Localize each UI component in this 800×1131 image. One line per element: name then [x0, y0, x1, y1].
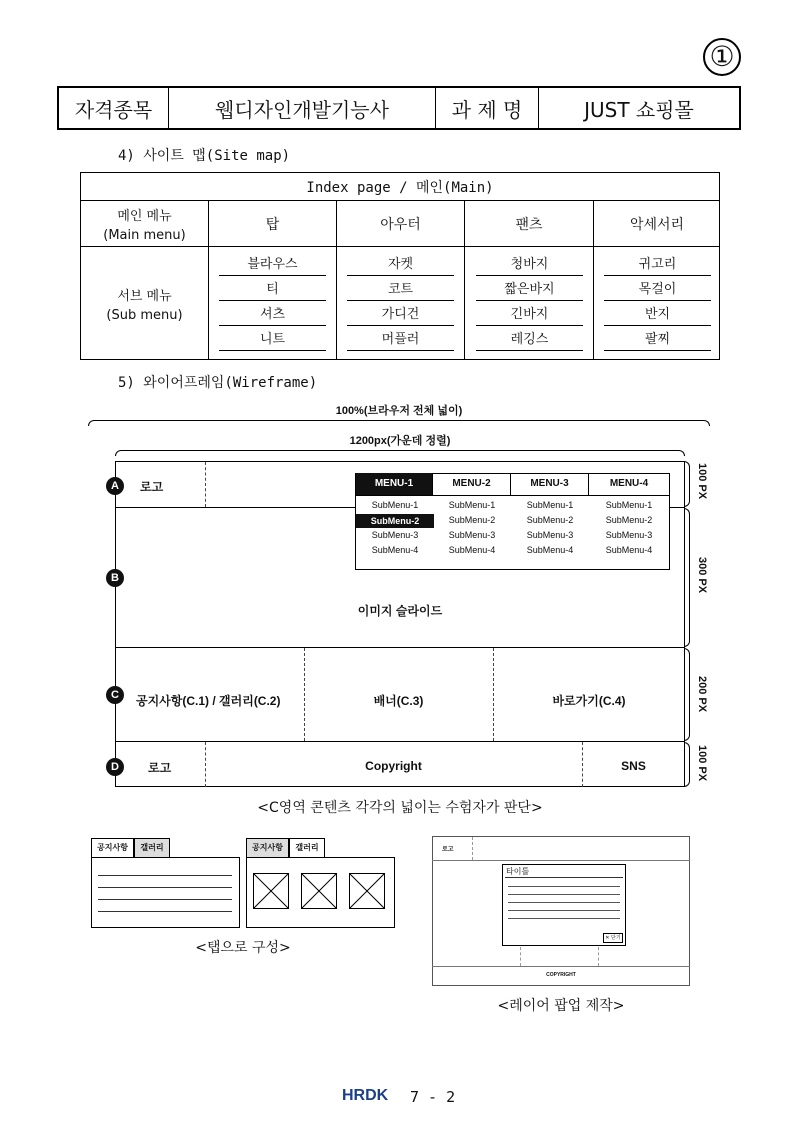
- divider: [355, 495, 670, 496]
- tabs-caption: <탭으로 구성>: [195, 940, 291, 956]
- submenu-item: 머플러: [347, 330, 454, 351]
- list-line: [98, 875, 232, 876]
- footer-logo: 로고: [148, 761, 172, 775]
- sub-menu-label-ko: 서브 메뉴: [117, 288, 172, 304]
- submenu-item: 짧은바지: [476, 280, 583, 301]
- menu-top: 탑: [208, 201, 336, 246]
- menu-pants: 팬츠: [464, 201, 593, 246]
- height-brace: [684, 742, 690, 787]
- shortcut-area: 바로가기(C.4): [552, 694, 626, 708]
- hrdk-logo: HRDK: [342, 1087, 389, 1104]
- submenu-item: 목걸이: [604, 280, 711, 301]
- submenu-item: 자켓: [347, 255, 454, 276]
- submenu-link[interactable]: SubMenu-2: [526, 515, 574, 525]
- list-line: [98, 899, 232, 900]
- submenu-item: 팔찌: [604, 330, 711, 351]
- list-line: [98, 911, 232, 912]
- header-table: [57, 86, 741, 130]
- popup-copyright: COPYRIGHT: [546, 972, 576, 978]
- height-label: 100 PX: [696, 463, 708, 500]
- list-line: [508, 894, 620, 895]
- popup-close-button[interactable]: ✕ 닫기: [603, 933, 623, 943]
- submenu-item: 티: [219, 280, 326, 301]
- tab-notice[interactable]: 공지사항: [246, 838, 289, 858]
- divider: [115, 647, 685, 648]
- image-placeholder-icon: [301, 873, 337, 909]
- submenu-item: 귀고리: [604, 255, 711, 276]
- badge-c: C: [106, 686, 124, 704]
- sub-menu-label-en: (Sub menu): [106, 307, 183, 323]
- header-value-title: JUST 쇼핑몰: [584, 97, 694, 122]
- divider: [472, 837, 473, 860]
- divider: [205, 462, 206, 507]
- center-width-brace: [115, 450, 685, 456]
- sub-menu-label: [81, 247, 208, 360]
- menu-accessory: 악세서리: [593, 201, 720, 246]
- submenu-link[interactable]: SubMenu-2: [448, 515, 496, 525]
- menu-outer: 아우터: [336, 201, 464, 246]
- menu-3[interactable]: MENU-3: [511, 473, 589, 495]
- submenu-item: 셔츠: [219, 305, 326, 326]
- tab-panel-notice: [91, 857, 240, 928]
- header-value-category: 웹디자인개발기능사: [169, 88, 436, 128]
- menu-4[interactable]: MENU-4: [609, 478, 649, 489]
- submenu-link[interactable]: SubMenu-4: [371, 545, 419, 555]
- submenu-link[interactable]: SubMenu-3: [526, 530, 574, 540]
- submenu-item: 가디건: [347, 305, 454, 326]
- page-number: 7 - 2: [410, 1088, 456, 1106]
- image-placeholder-icon: [253, 873, 289, 909]
- full-width-brace: [88, 420, 710, 426]
- header-label-title: 과 제 명: [436, 88, 539, 128]
- badge-d: D: [106, 758, 124, 776]
- height-brace: [684, 648, 690, 741]
- list-line: [508, 910, 620, 911]
- height-label: 100 PX: [696, 745, 708, 782]
- submenu-link[interactable]: SubMenu-1: [448, 500, 496, 510]
- badge-b: B: [106, 569, 124, 587]
- logo-area: 로고: [140, 480, 164, 494]
- copyright-area: Copyright: [365, 759, 422, 773]
- submenu-link[interactable]: SubMenu-3: [448, 530, 496, 540]
- submenu-link[interactable]: SubMenu-3: [605, 530, 653, 540]
- submenu-link[interactable]: SubMenu-4: [605, 545, 653, 555]
- sitemap-main-row: [81, 201, 719, 247]
- center-width-label: 1200px(가운데 정렬): [349, 435, 451, 447]
- banner-area: 배너(C.3): [373, 694, 424, 708]
- submenu-link[interactable]: SubMenu-2: [605, 515, 653, 525]
- popup-caption: <레이어 팝업 제작>: [497, 998, 625, 1014]
- sitemap-heading: 4) 사이트 맵(Site map): [118, 148, 291, 164]
- submenu-item: 블라우스: [219, 255, 326, 276]
- main-menu-label-ko: 메인 메뉴: [117, 208, 172, 224]
- submenu-item: 니트: [219, 330, 326, 351]
- popup-title: 타이틀: [506, 867, 530, 876]
- tab-gallery[interactable]: 갤러리: [289, 838, 325, 858]
- page-marker: ①: [703, 38, 741, 76]
- submenu-link[interactable]: SubMenu-1: [371, 500, 419, 510]
- submenu-item: 코트: [347, 280, 454, 301]
- divider: [505, 877, 623, 878]
- divider: [432, 966, 690, 967]
- tab-gallery[interactable]: 갤러리: [134, 838, 170, 858]
- notice-gallery-area: 공지사항(C.1) / 갤러리(C.2): [136, 694, 281, 708]
- submenu-link[interactable]: SubMenu-1: [526, 500, 574, 510]
- sitemap-index: Index page / 메인(Main): [81, 173, 719, 201]
- list-line: [508, 886, 620, 887]
- height-brace: [684, 508, 690, 647]
- menu-1[interactable]: MENU-1: [356, 473, 433, 495]
- divider: [115, 741, 685, 742]
- submenu-item: 반지: [604, 305, 711, 326]
- height-label: 200 PX: [696, 676, 708, 713]
- list-line: [508, 918, 620, 919]
- submenu-link-active[interactable]: SubMenu-2: [356, 514, 434, 528]
- submenu-item: 긴바지: [476, 305, 583, 326]
- divider: [520, 947, 521, 966]
- header-label-category: 자격종목: [59, 88, 169, 128]
- wireframe-note: <C영역 콘텐츠 각각의 넓이는 수험자가 판단>: [257, 800, 543, 816]
- full-width-label: 100%(브라우저 전체 넓이): [335, 405, 463, 417]
- height-brace: [684, 461, 690, 507]
- sitemap-sub-row: [81, 247, 719, 360]
- image-slide-area: 이미지 슬라이드: [357, 604, 443, 618]
- submenu-link[interactable]: SubMenu-4: [448, 545, 496, 555]
- submenu-link[interactable]: SubMenu-1: [605, 500, 653, 510]
- sns-area: SNS: [621, 759, 646, 773]
- submenu-item: 레깅스: [476, 330, 583, 351]
- popup-logo: 로고: [442, 846, 454, 853]
- sitemap-table: [80, 172, 720, 360]
- wireframe-heading: 5) 와이어프레임(Wireframe): [118, 375, 318, 391]
- divider: [432, 860, 690, 861]
- main-menu-label-en: (Main menu): [103, 227, 186, 243]
- image-placeholder-icon: [349, 873, 385, 909]
- tab-notice[interactable]: 공지사항: [91, 838, 134, 858]
- list-line: [98, 887, 232, 888]
- submenu-link[interactable]: SubMenu-4: [526, 545, 574, 555]
- height-label: 300 PX: [696, 557, 708, 594]
- divider: [598, 947, 599, 966]
- menu-2[interactable]: MENU-2: [433, 473, 511, 495]
- main-menu-label: [81, 201, 208, 246]
- list-line: [508, 902, 620, 903]
- badge-a: A: [106, 477, 124, 495]
- submenu-link[interactable]: SubMenu-3: [371, 530, 419, 540]
- submenu-item: 청바지: [476, 255, 583, 276]
